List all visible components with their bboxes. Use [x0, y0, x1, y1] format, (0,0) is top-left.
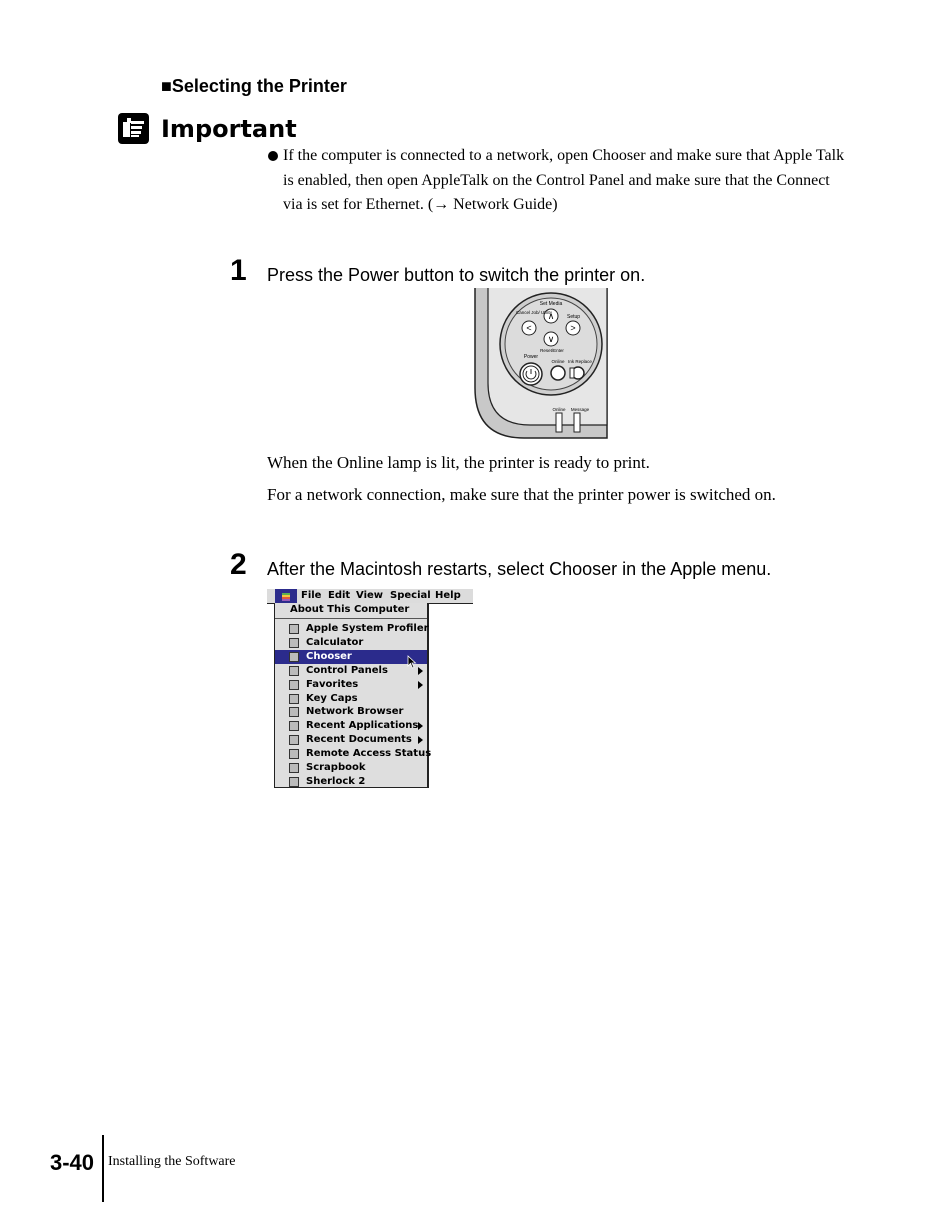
menubar-file[interactable]: File [301, 590, 322, 601]
important-title: Important [161, 115, 297, 143]
important-text: If the computer is connected to a network, open Chooser and make sure that Apple Talk is enabled, then open AppleTalk on the Control Panel and make sure that the Connect via is set for Ethernet. (→ Network Guide) [283, 147, 845, 213]
menu-item-about[interactable]: About This Computer [290, 604, 410, 615]
menubar-special[interactable]: Special [390, 590, 431, 601]
profiler-icon [289, 624, 299, 634]
label-set-media: Set Media [539, 301, 563, 307]
menu-item-label: Sherlock 2 [306, 775, 366, 787]
menu-item-label: Scrapbook [306, 762, 366, 773]
menu-item-network-browser[interactable] [275, 705, 427, 719]
sherlock-icon [289, 777, 299, 787]
apple-menu-dropdown [274, 603, 432, 788]
control-panels-icon [289, 666, 299, 676]
menubar-edit[interactable]: Edit [328, 590, 351, 601]
menu-item-label: Control Panels [306, 664, 388, 676]
menu-bar [267, 589, 473, 604]
recent-apps-icon [289, 721, 299, 731]
label-online: Online [551, 359, 565, 364]
mouse-cursor-icon [407, 655, 417, 674]
submenu-arrow-icon [418, 681, 423, 689]
submenu-arrow-icon [418, 667, 423, 675]
menu-item-calculator[interactable] [275, 636, 427, 650]
paragraph-network-power: For a network connection, make sure that the printer power is switched on. [267, 485, 776, 504]
menu-divider [275, 618, 427, 619]
apple-menu-screenshot [267, 589, 474, 789]
menu-item-sherlock-2[interactable] [275, 775, 427, 789]
section-marker: ■ [161, 76, 172, 96]
menu-item-label: Calculator [306, 636, 364, 648]
label-lamp-online: Online [552, 407, 566, 412]
step-2-text: After the Macintosh restarts, select Chooser in the Apple menu. [267, 559, 772, 579]
menu-item-recent-applications[interactable] [275, 719, 427, 733]
menu-item-label: Network Browser [306, 706, 404, 718]
menu-item-label: Recent Applications [306, 720, 419, 732]
printer-panel-illustration [474, 288, 609, 440]
remote-access-icon [289, 749, 299, 759]
chooser-icon [289, 652, 299, 662]
menu-item-remote-access-status[interactable] [275, 747, 432, 761]
section-heading [161, 76, 347, 97]
footer-chapter: Installing the Software [108, 1154, 236, 1169]
label-power: Power [523, 354, 539, 360]
menu-item-label: Apple System Profiler [306, 623, 429, 634]
submenu-arrow-icon [418, 722, 423, 730]
menu-item-label: Remote Access Status [306, 748, 432, 760]
submenu-arrow-icon [418, 736, 423, 744]
menu-item-label: Favorites [306, 678, 359, 690]
menu-item-recent-documents[interactable] [275, 733, 427, 747]
menubar-view[interactable]: View [356, 590, 384, 601]
recent-docs-icon [289, 735, 299, 745]
bullet-dot-icon [268, 151, 278, 161]
important-bullet [268, 144, 848, 218]
label-lamp-message: Message [570, 407, 590, 412]
section-title: Selecting the Printer [171, 76, 347, 96]
favorites-icon [289, 680, 299, 690]
menu-item-key-caps[interactable] [275, 692, 427, 706]
calculator-icon [289, 638, 299, 648]
menubar-help[interactable]: Help [435, 590, 461, 601]
key-caps-icon [289, 694, 299, 704]
paragraph-online-lamp: When the Online lamp is lit, the printer is ready to print. [267, 453, 650, 472]
scrapbook-icon [289, 763, 299, 773]
menu-item-label: Key Caps [306, 692, 358, 704]
step-1-number: 1 [230, 254, 247, 287]
menu-item-label: Chooser [306, 650, 352, 662]
page-number: 3-40 [50, 1150, 95, 1175]
menu-item-favorites[interactable] [275, 678, 427, 692]
menu-item-chooser[interactable] [275, 650, 427, 664]
svg-text:∧: ∧ [547, 311, 555, 321]
menu-item-label: Recent Documents [306, 734, 412, 746]
menu-item-apple-system-profiler[interactable] [275, 622, 427, 636]
important-hand-icon [118, 113, 149, 144]
label-cancel-job: Cancel Job/ Utility [516, 310, 553, 315]
label-setup: Setup [567, 314, 581, 320]
step-2-number: 2 [230, 548, 247, 581]
step-1-text: Press the Power button to switch the printer on. [267, 265, 646, 285]
label-ink-replace: Ink Replace [568, 359, 592, 364]
label-reset-enter: Reset/Enter [540, 348, 564, 353]
svg-text:∨: ∨ [547, 334, 555, 344]
apple-menu-icon[interactable] [275, 589, 297, 603]
menu-item-control-panels[interactable] [275, 664, 427, 678]
svg-text:<: < [526, 323, 532, 333]
menu-item-scrapbook[interactable] [275, 761, 427, 775]
svg-text:>: > [570, 323, 576, 333]
network-browser-icon [289, 707, 299, 717]
footer-divider [102, 1135, 104, 1202]
